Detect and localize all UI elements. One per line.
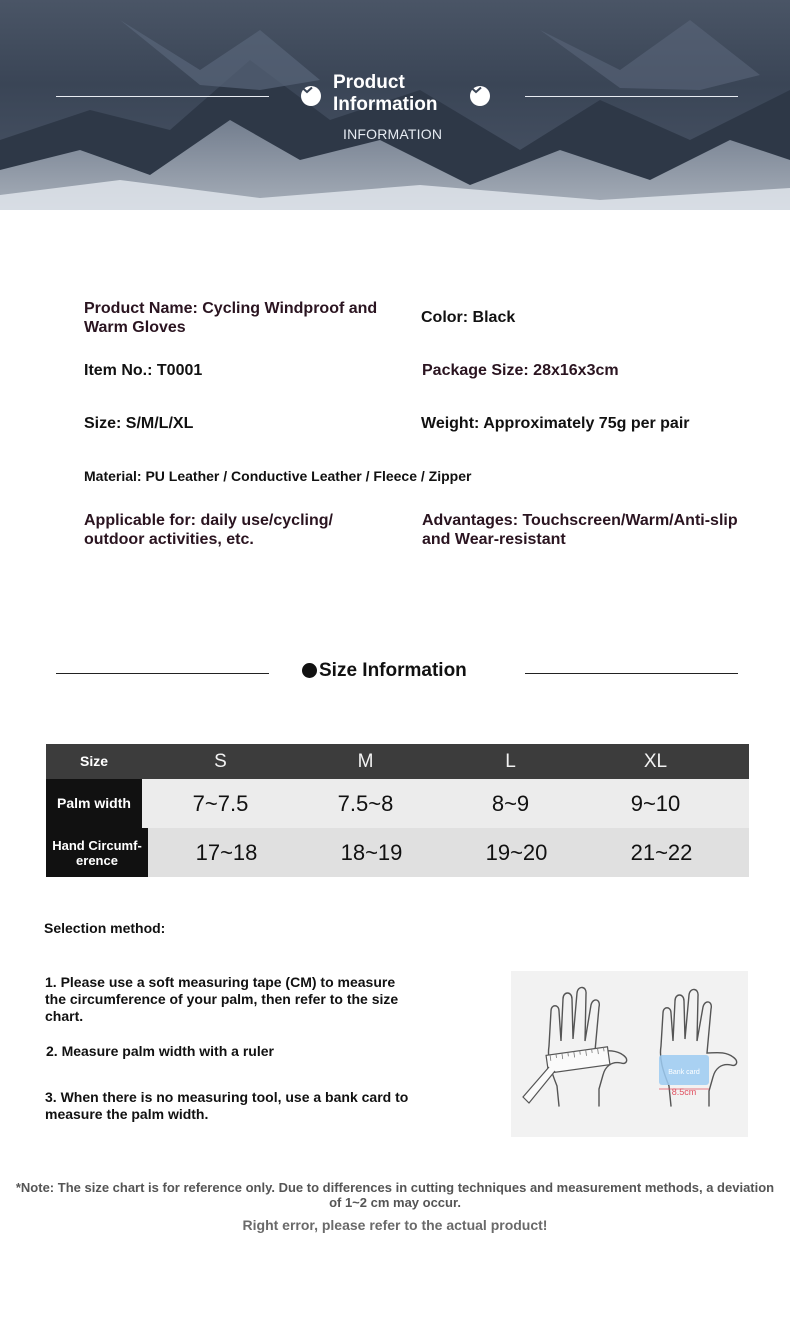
item-number: Item No.: T0001	[84, 362, 203, 379]
card-width-label: 8.5cm	[671, 1087, 697, 1097]
table-header-label: Size	[46, 744, 142, 779]
product-advantages: Advantages: Touchscreen/Warm/Anti-slip and Wear-resistant	[422, 512, 738, 548]
error-note: Right error, please refer to the actual product!	[242, 1217, 548, 1233]
selection-title: Selection method:	[44, 920, 166, 936]
table-row	[46, 828, 749, 877]
row-label-palm-width: Palm width	[46, 779, 142, 828]
table-cell: 19~20	[485, 839, 548, 865]
chevron-down-icon	[301, 86, 321, 106]
table-cell: 18~19	[340, 839, 403, 865]
size-note: *Note: The size chart is for reference only. Due to differences in cutting techniques and measurement methods, a deviation of 1~2 cm may occur.	[15, 1180, 775, 1210]
header-banner	[0, 0, 790, 210]
table-row	[46, 779, 749, 828]
size-header-xl: XL	[643, 750, 668, 772]
banner-subtitle: INFORMATION	[343, 126, 443, 142]
table-cell: 21~22	[630, 839, 693, 865]
table-cell: 7~7.5	[192, 790, 249, 816]
bullet-dot-icon	[302, 663, 317, 678]
table-cell: 9~10	[630, 790, 681, 816]
banner-divider-left	[56, 96, 269, 97]
size-divider-left	[56, 673, 269, 674]
bank-card-label: Bank card	[668, 1069, 700, 1076]
product-size: Size: S/M/L/XL	[84, 415, 194, 432]
table-cell: 17~18	[195, 839, 258, 865]
selection-step-2: 2. Measure palm width with a ruler	[46, 1043, 274, 1059]
product-color: Color: Black	[421, 309, 516, 326]
row-label-hand-circumference: Hand Circumf- erence	[46, 828, 148, 877]
size-header-m: M	[357, 750, 374, 772]
table-cell: 8~9	[491, 790, 530, 816]
package-size: Package Size: 28x16x3cm	[422, 362, 619, 379]
banner-title	[333, 72, 473, 116]
banner-title-line2: Information	[333, 94, 438, 115]
applicable-for: Applicable for: daily use/cycling/ outdoor activities, etc.	[84, 512, 333, 548]
size-table	[46, 744, 749, 877]
table-header-row	[46, 744, 749, 779]
size-header-l: L	[505, 750, 516, 772]
hand-measure-icon	[511, 971, 748, 1137]
size-header-s: S	[214, 750, 227, 772]
measurement-illustration	[511, 971, 748, 1137]
selection-step-3: 3. When there is no measuring tool, use a bank card to measure the palm width.	[45, 1089, 409, 1122]
product-name: Product Name: Cycling Windproof and Warm Gloves	[84, 300, 378, 336]
chevron-down-icon	[470, 86, 490, 106]
size-info-title: Size Information	[319, 660, 467, 681]
size-divider-right	[525, 673, 738, 674]
product-material: Material: PU Leather / Conductive Leather / Fleece / Zipper	[84, 468, 472, 484]
table-cell: 7.5~8	[337, 790, 394, 816]
product-weight: Weight: Approximately 75g per pair	[421, 415, 690, 432]
selection-step-1: 1. Please use a soft measuring tape (CM) to measure the circumference of your palm, then refer to the size chart.	[45, 974, 399, 1024]
banner-divider-right	[525, 96, 738, 97]
banner-title-line1: Product	[333, 72, 405, 93]
